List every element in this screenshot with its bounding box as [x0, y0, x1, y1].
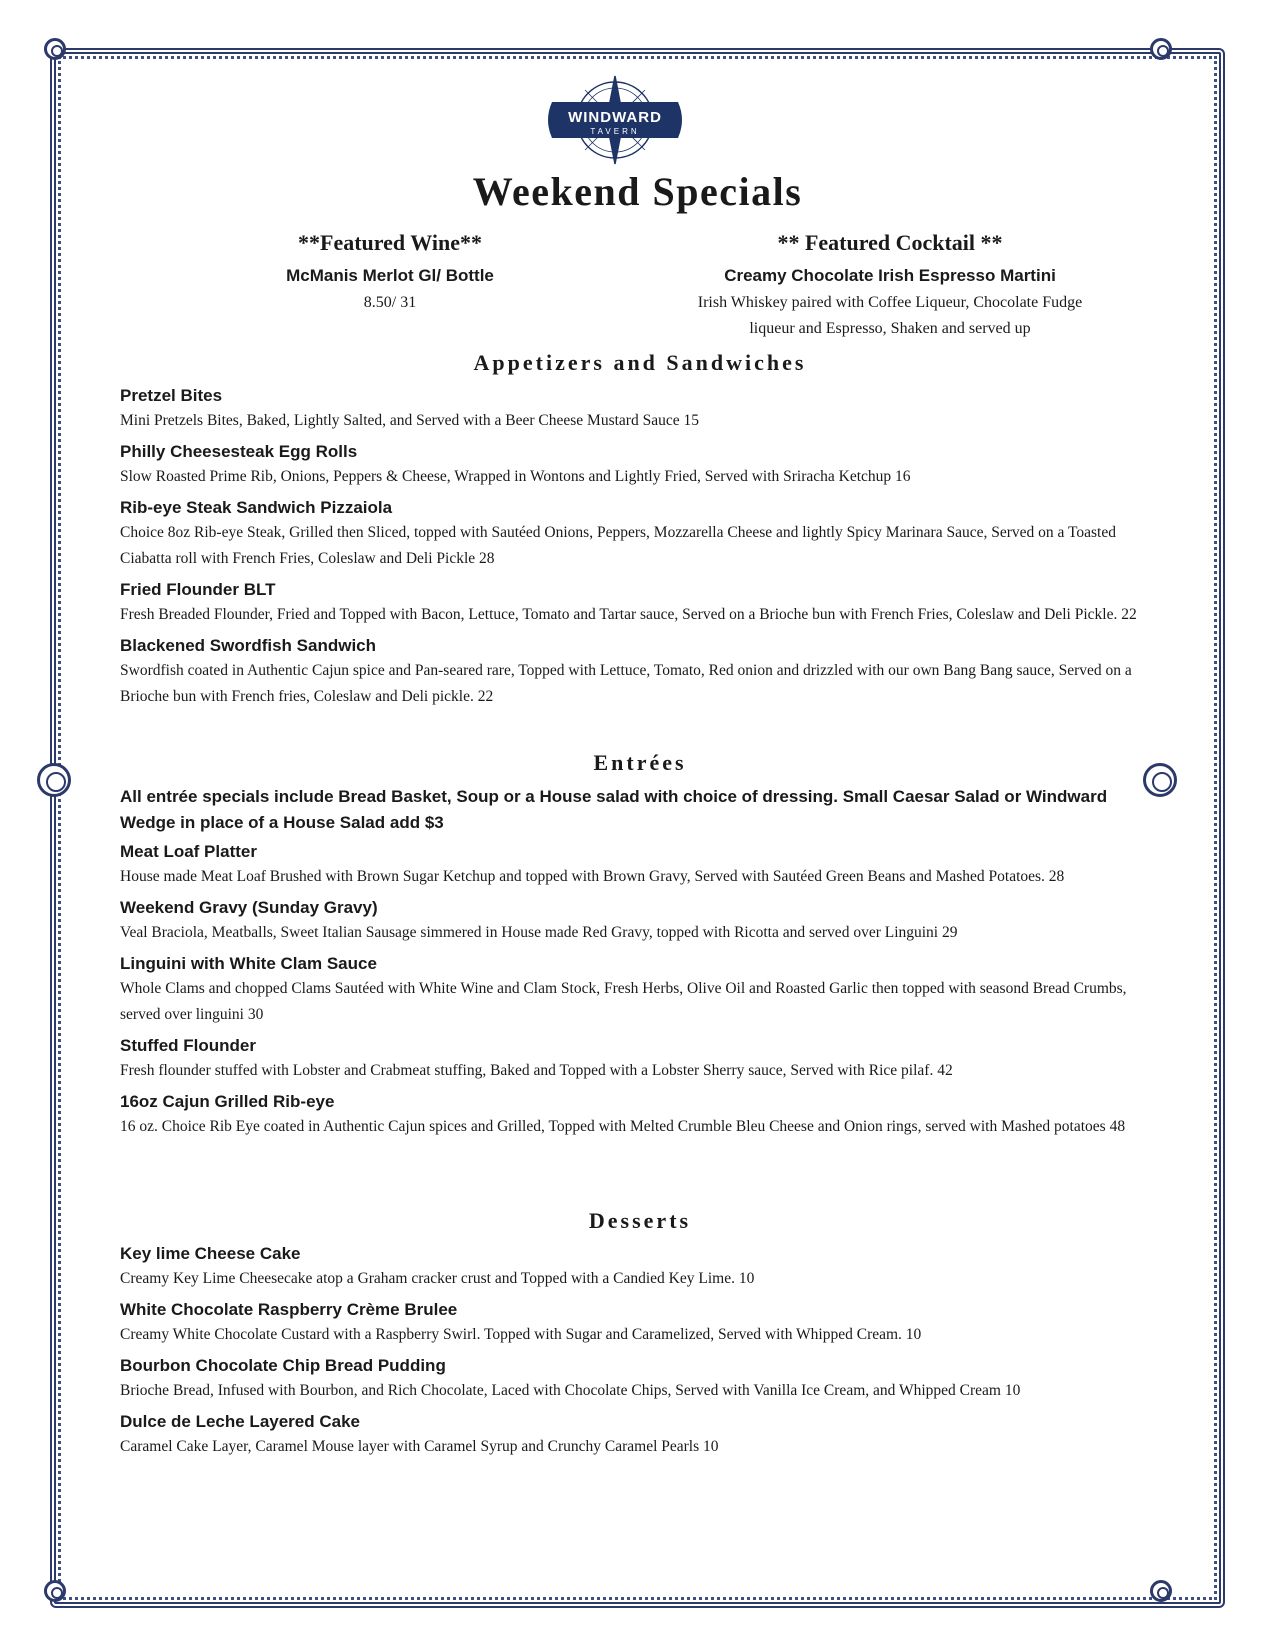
section-title-entrees: Entrées — [593, 750, 687, 775]
item-name: Meat Loaf Platter — [120, 842, 257, 861]
item-desc: Mini Pretzels Bites, Baked, Lightly Salted, and Served with a Beer Cheese Mustard Sauce 15 — [120, 412, 699, 429]
item-name: Fried Flounder BLT — [120, 580, 276, 599]
item-desc: Brioche Bread, Infused with Bourbon, and Rich Chocolate, Laced with Chocolate Chips, Served with Vanilla Ice Cream, and Whipped Cream 10 — [120, 1382, 1021, 1399]
menu-item — [120, 634, 1160, 710]
menu-item — [120, 1034, 1160, 1084]
item-name: Weekend Gravy (Sunday Gravy) — [120, 898, 378, 917]
knot-icon — [1150, 38, 1172, 60]
logo-line1: WINDWARD — [568, 109, 662, 126]
entrees-section — [120, 750, 1160, 1146]
item-desc: Choice 8oz Rib-eye Steak, Grilled then Sliced, topped with Sautéed Onions, Peppers, Mozzarella Cheese and lightly Spicy Marinara Sauce, Served on a Toasted Ciabatta roll with French Fries, Coleslaw and Deli Pickle 28 — [120, 524, 1116, 567]
item-desc: House made Meat Loaf Brushed with Brown Sugar Ketchup and topped with Brown Gravy, Served with Sautéed Green Beans and Mashed Potatoes. 28 — [120, 868, 1065, 885]
item-name: Rib-eye Steak Sandwich Pizzaiola — [120, 498, 393, 517]
featured-wine-heading: **Featured Wine** — [298, 230, 482, 255]
item-name: Philly Cheesesteak Egg Rolls — [120, 442, 358, 461]
desserts-section — [120, 1208, 1160, 1466]
featured-cocktail-heading: ** Featured Cocktail ** — [777, 230, 1003, 255]
menu-item — [120, 1242, 1160, 1292]
item-name: Stuffed Flounder — [120, 1036, 256, 1055]
knot-icon — [1150, 1580, 1172, 1602]
knot-icon — [44, 1580, 66, 1602]
item-desc: Creamy White Chocolate Custard with a Raspberry Swirl. Topped with Sugar and Caramelized, Served with Whipped Cream. 10 — [120, 1326, 922, 1343]
item-desc: Caramel Cake Layer, Caramel Mouse layer with Caramel Syrup and Crunchy Caramel Pearls 10 — [120, 1438, 719, 1455]
item-desc: Fresh flounder stuffed with Lobster and Crabmeat stuffing, Baked and Topped with a Lobster Sherry sauce, Served with Rice pilaf. 42 — [120, 1062, 953, 1079]
section-title-appetizers: Appetizers and Sandwiches — [473, 350, 807, 375]
item-name: White Chocolate Raspberry Crème Brulee — [120, 1300, 458, 1319]
menu-item — [120, 496, 1160, 572]
menu-item — [120, 384, 1160, 434]
item-name: Pretzel Bites — [120, 386, 223, 405]
menu-item — [120, 896, 1160, 946]
featured-cocktail-desc-2: liqueur and Espresso, Shaken and served up — [749, 320, 1031, 337]
item-desc: Swordfish coated in Authentic Cajun spice and Pan-seared rare, Topped with Lettuce, Tomato, Red onion and drizzled with our own Bang Bang sauce, Served on a Brioche bun with French fries, Coleslaw and Deli pickle. 22 — [120, 662, 1132, 705]
item-desc: Creamy Key Lime Cheesecake atop a Graham cracker crust and Topped with a Candied Key Lime. 10 — [120, 1270, 755, 1287]
menu-item — [120, 1354, 1160, 1404]
featured-cocktail-name: Creamy Chocolate Irish Espresso Martini — [724, 266, 1056, 285]
menu-item — [120, 1410, 1160, 1460]
menu-item — [120, 440, 1160, 490]
item-desc: Fresh Breaded Flounder, Fried and Topped with Bacon, Lettuce, Tomato and Tartar sauce, Served on a Brioche bun with French Fries, Coleslaw and Deli Pickle. 22 — [120, 606, 1137, 623]
menu-item — [120, 840, 1160, 890]
featured-wine-price: 8.50/ 31 — [363, 294, 417, 311]
item-name: Dulce de Leche Layered Cake — [120, 1412, 361, 1431]
logo-line2: TAVERN — [590, 127, 640, 136]
item-desc: Slow Roasted Prime Rib, Onions, Peppers & Cheese, Wrapped in Wontons and Lightly Fried, Served with Sriracha Ketchup 16 — [120, 468, 911, 485]
item-desc: 16 oz. Choice Rib Eye coated in Authentic Cajun spices and Grilled, Topped with Melted Crumble Bleu Cheese and Onion rings, served with Mashed potatoes 48 — [120, 1118, 1126, 1135]
featured-wine-name: McManis Merlot Gl/ Bottle — [286, 266, 494, 285]
item-name: 16oz Cajun Grilled Rib-eye — [120, 1092, 335, 1111]
item-desc: Veal Braciola, Meatballs, Sweet Italian Sausage simmered in House made Red Gravy, topped with Ricotta and served over Linguini 29 — [120, 924, 958, 941]
section-title-desserts: Desserts — [588, 1208, 692, 1233]
knot-icon — [44, 38, 66, 60]
menu-item — [120, 578, 1160, 628]
item-desc: Whole Clams and chopped Clams Sautéed with White Wine and Clam Stock, Fresh Herbs, Olive Oil and Roasted Garlic then topped with seasond Bread Crumbs, served over linguini 30 — [120, 980, 1127, 1023]
knot-icon — [37, 763, 71, 797]
item-name: Linguini with White Clam Sauce — [120, 954, 377, 973]
appetizers-section — [120, 350, 1160, 716]
page-title: Weekend Specials — [472, 169, 803, 214]
menu-item — [120, 952, 1160, 1028]
menu-item — [120, 1298, 1160, 1348]
featured-wine — [180, 230, 600, 316]
menu-item — [120, 1090, 1160, 1140]
item-name: Key lime Cheese Cake — [120, 1244, 301, 1263]
featured-cocktail — [640, 230, 1140, 342]
featured-cocktail-desc-1: Irish Whiskey paired with Coffee Liqueur, Chocolate Fudge — [697, 294, 1083, 311]
item-name: Blackened Swordfish Sandwich — [120, 636, 377, 655]
windward-tavern-logo — [540, 72, 690, 172]
entrees-note: All entrée specials include Bread Basket, Soup or a House salad with choice of dressing. Small Caesar Salad or Windward Wedge in place of a House Salad add $3 — [120, 787, 1108, 832]
item-name: Bourbon Chocolate Chip Bread Pudding — [120, 1356, 446, 1375]
